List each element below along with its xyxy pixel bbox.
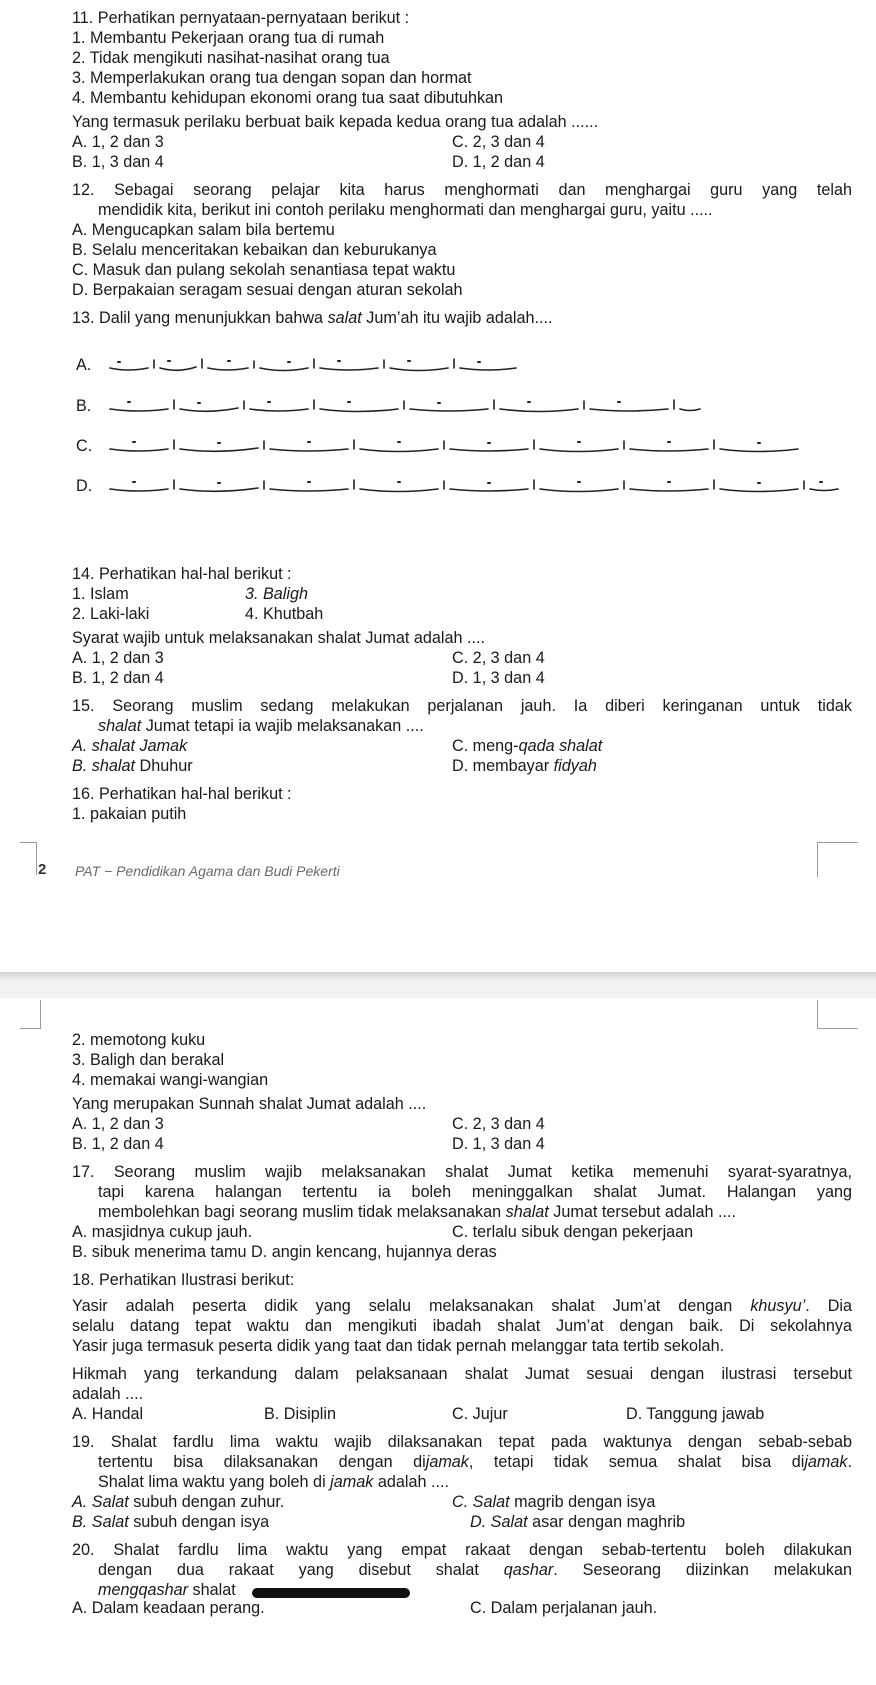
question-stem: 20. Shalat fardlu lima waktu yang empat rakaat dengan sebab-tertentu boleh dilakukan bbox=[72, 1541, 852, 1559]
footer-title: PAT − Pendidikan Agama dan Budi Pekerti bbox=[75, 863, 340, 879]
option-b: B. shalat Dhuhur bbox=[72, 757, 193, 775]
question-text: Syarat wajib untuk melaksanakan shalat Jumat adalah .... bbox=[72, 629, 486, 647]
crop-mark bbox=[817, 842, 858, 877]
question-stem-cont: membolehkan bagi seorang muslim tidak melaksanakan shalat Jumat tersebut adalah .... bbox=[98, 1203, 736, 1221]
question-stem: 17. Seorang muslim wajib melaksanakan shalat Jumat ketika memenuhi syarat-syaratnya, bbox=[72, 1163, 852, 1181]
question-stem-cont: shalat Jumat tetapi ia wajib melaksanakan .... bbox=[98, 717, 424, 735]
question-stem-cont: tertentu bisa dilaksanakan dengan dijamak, tetapi tidak semua shalat bisa dijamak. bbox=[98, 1453, 852, 1471]
option-d: D. Tanggung jawab bbox=[626, 1405, 765, 1423]
list-item: 1. Membantu Pekerjaan orang tua di rumah bbox=[72, 29, 385, 47]
question-stem: 15. Seorang muslim sedang melakukan perjalanan jauh. Ia diberi keringanan untuk tidak bbox=[72, 697, 852, 715]
list-item: 3. Baligh dan berakal bbox=[72, 1051, 225, 1069]
arabic-verse-c bbox=[108, 437, 800, 455]
question-stem-cont: mengqashar shalat bbox=[98, 1581, 236, 1599]
option-c: C. 2, 3 dan 4 bbox=[452, 1115, 545, 1133]
option-d: D. Berpakaian seragam sesuai dengan aturan sekolah bbox=[72, 281, 463, 299]
option-c: C. Masuk dan pulang sekolah senantiasa tepat waktu bbox=[72, 261, 456, 279]
list-item: 4. Khutbah bbox=[245, 605, 324, 623]
redaction-bar bbox=[252, 1588, 410, 1598]
question-stem-cont: tapi karena halangan tertentu ia boleh meninggalkan shalat Jumat. Halangan yang bbox=[98, 1183, 852, 1201]
list-item: 3. Baligh bbox=[245, 585, 308, 603]
list-item: 2. Laki-laki bbox=[72, 605, 150, 623]
list-item: 2. Tidak mengikuti nasihat-nasihat orang tua bbox=[72, 49, 390, 67]
option-d: D. 1, 3 dan 4 bbox=[452, 669, 545, 687]
option-a: A. Mengucapkan salam bila bertemu bbox=[72, 221, 335, 239]
option-b: B. 1, 3 dan 4 bbox=[72, 153, 164, 171]
option-a-letter: A. bbox=[76, 356, 92, 374]
option-c: C. Dalam perjalanan jauh. bbox=[470, 1599, 658, 1617]
option-b-d: B. sibuk menerima tamu D. angin kencang, hujannya deras bbox=[72, 1243, 497, 1261]
crop-mark bbox=[817, 1000, 858, 1029]
page-number: 2 bbox=[38, 861, 47, 878]
list-item: 2. memotong kuku bbox=[72, 1031, 206, 1049]
question-stem-cont: dengan dua rakaat yang disebut shalat qashar. Seseorang diizinkan melakukan bbox=[98, 1561, 852, 1579]
option-a: A. 1, 2 dan 3 bbox=[72, 133, 164, 151]
question-text-cont: adalah .... bbox=[72, 1385, 144, 1403]
crop-mark bbox=[20, 1000, 41, 1029]
option-d: D. Salat asar dengan maghrib bbox=[470, 1513, 686, 1531]
illustration-text: selalu datang tepat waktu dan mengikuti ibadah shalat Jum’at dengan baik. Di sekolahnya bbox=[72, 1317, 852, 1335]
illustration-text: Yasir adalah peserta didik yang selalu melaksanakan shalat Jum’at dengan khusyu’. Dia bbox=[72, 1297, 852, 1315]
arabic-verse-d bbox=[108, 477, 840, 495]
question-stem-cont: Shalat lima waktu yang boleh di jamak adalah .... bbox=[98, 1473, 449, 1491]
question-text: Hikmah yang terkandung dalam pelaksanaan shalat Jumat sesuai dengan ilustrasi tersebut bbox=[72, 1365, 852, 1383]
page-separator bbox=[0, 972, 876, 998]
option-a: A. 1, 2 dan 3 bbox=[72, 1115, 164, 1133]
option-c-letter: C. bbox=[76, 437, 93, 455]
option-d: D. 1, 2 dan 4 bbox=[452, 153, 545, 171]
illustration-text: Yasir juga termasuk peserta didik yang taat dan tidak pernah melanggar tata tertib sekolah. bbox=[72, 1337, 725, 1355]
question-stem: 18. Perhatikan Ilustrasi berikut: bbox=[72, 1271, 295, 1289]
arabic-verse-b bbox=[108, 397, 702, 415]
list-item: 4. Membantu kehidupan ekonomi orang tua saat dibutuhkan bbox=[72, 89, 504, 107]
option-c: C. terlalu sibuk dengan pekerjaan bbox=[452, 1223, 694, 1241]
arabic-verse-a bbox=[108, 356, 520, 374]
option-a: A. Salat subuh dengan zuhur. bbox=[72, 1493, 285, 1511]
option-b: B. Salat subuh dengan isya bbox=[72, 1513, 270, 1531]
option-b-letter: B. bbox=[76, 397, 92, 415]
option-a: A. masjidnya cukup jauh. bbox=[72, 1223, 252, 1241]
option-a: A. shalat Jamak bbox=[72, 737, 188, 755]
list-item: 1. pakaian putih bbox=[72, 805, 187, 823]
option-b: B. Disiplin bbox=[264, 1405, 336, 1423]
question-stem: 19. Shalat fardlu lima waktu wajib dilaksanakan tepat pada waktunya dengan sebab-sebab bbox=[72, 1433, 852, 1451]
option-b: B. 1, 2 dan 4 bbox=[72, 1135, 164, 1153]
option-b: B. 1, 2 dan 4 bbox=[72, 669, 164, 687]
option-c: C. 2, 3 dan 4 bbox=[452, 649, 545, 667]
option-c: C. 2, 3 dan 4 bbox=[452, 133, 545, 151]
question-text: Yang termasuk perilaku berbuat baik kepada kedua orang tua adalah ...... bbox=[72, 113, 599, 131]
question-stem: 11. Perhatikan pernyataan-pernyataan berikut : bbox=[72, 9, 410, 27]
question-stem: 12. Sebagai seorang pelajar kita harus menghormati dan menghargai guru yang telah bbox=[72, 181, 852, 199]
crop-mark bbox=[20, 842, 37, 875]
option-d: D. 1, 3 dan 4 bbox=[452, 1135, 545, 1153]
option-c: C. Salat magrib dengan isya bbox=[452, 1493, 656, 1511]
option-c: C. Jujur bbox=[452, 1405, 508, 1423]
question-stem: 14. Perhatikan hal-hal berikut : bbox=[72, 565, 292, 583]
question-stem: 13. Dalil yang menunjukkan bahwa salat Jum’ah itu wajib adalah.... bbox=[72, 309, 553, 327]
option-a: A. 1, 2 dan 3 bbox=[72, 649, 164, 667]
option-a: A. Handal bbox=[72, 1405, 144, 1423]
list-item: 4. memakai wangi-wangian bbox=[72, 1071, 269, 1089]
list-item: 3. Memperlakukan orang tua dengan sopan dan hormat bbox=[72, 69, 472, 87]
option-d: D. membayar fidyah bbox=[452, 757, 597, 775]
question-stem-cont: mendidik kita, berikut ini contoh perilaku menghormati dan menghargai guru, yaitu ..... bbox=[98, 201, 713, 219]
question-text: Yang merupakan Sunnah shalat Jumat adalah .... bbox=[72, 1095, 427, 1113]
option-a: A. Dalam keadaan perang. bbox=[72, 1599, 265, 1617]
list-item: 1. Islam bbox=[72, 585, 129, 603]
option-c: C. meng-qada shalat bbox=[452, 737, 603, 755]
option-b: B. Selalu menceritakan kebaikan dan keburukanya bbox=[72, 241, 437, 259]
option-d-letter: D. bbox=[76, 477, 93, 495]
question-stem: 16. Perhatikan hal-hal berikut : bbox=[72, 785, 292, 803]
